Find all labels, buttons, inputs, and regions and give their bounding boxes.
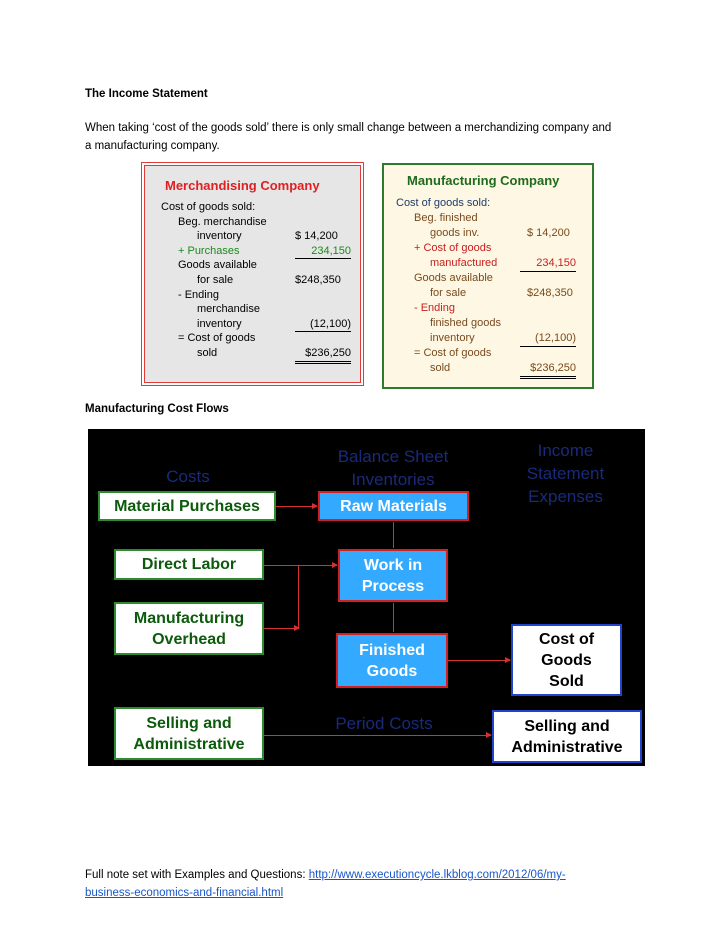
manu-title: Manufacturing Company <box>407 173 560 188</box>
direct-labor-label: Direct Labor <box>141 556 237 573</box>
header-income: Income <box>537 441 594 460</box>
header-balance-sheet: Balance Sheet <box>337 447 449 466</box>
sa-expense-label-1: Selling and <box>524 717 610 735</box>
raw-materials-label: Raw Materials <box>340 497 447 515</box>
section-heading-cost-flows: Manufacturing Cost Flows <box>85 403 229 415</box>
direct-labor-box <box>114 549 264 580</box>
arrow-sa-to-expense <box>264 735 491 736</box>
footer-line2 <box>85 884 283 902</box>
manu-value: 234,150 <box>520 256 576 272</box>
manu-line: - Ending <box>414 302 455 314</box>
arrow-labor-to-wip <box>264 565 337 566</box>
header-inventories: Inventories <box>351 470 435 489</box>
raw-materials-box <box>318 491 469 521</box>
manufacturing-company-panel <box>382 163 594 389</box>
selling-admin-cost-box <box>114 707 264 760</box>
mfg-overhead-label-1: Manufacturing <box>133 609 245 627</box>
merch-value: $236,250 <box>295 346 351 364</box>
merch-line: inventory <box>197 230 242 243</box>
merch-title: Merchandising Company <box>165 178 320 193</box>
sa-expense-label-2: Administrative <box>511 738 623 756</box>
overhead-connector-vertical <box>298 565 299 628</box>
manu-line: goods inv. <box>430 227 480 239</box>
merchandising-company-panel <box>144 165 361 383</box>
merch-value: (12,100) <box>295 317 351 333</box>
merch-value: $ 14,200 <box>295 230 338 243</box>
footer-link-part1[interactable]: http://www.executioncycle.lkblog.com/2012/06/my- <box>308 869 566 881</box>
manu-line: Beg. finished <box>414 212 478 224</box>
manu-line: manufactured <box>430 257 498 269</box>
merch-line: sold <box>197 347 218 359</box>
manu-value: $ 14,200 <box>527 227 570 239</box>
merch-line: Beg. merchandise <box>178 215 267 228</box>
manu-value: $236,250 <box>520 361 576 379</box>
arrow-purchases-to-raw <box>276 506 317 507</box>
footer-link-part2[interactable]: business-economics-and-financial.html <box>85 887 284 899</box>
material-purchases-label: Material Purchases <box>114 497 260 515</box>
cost-flow-diagram <box>88 429 645 766</box>
work-in-process-box <box>338 549 448 602</box>
header-statement: Statement <box>526 464 605 483</box>
header-expenses: Expenses <box>528 487 603 506</box>
merch-line: Cost of goods sold: <box>161 201 256 213</box>
manu-line: finished goods <box>430 317 501 329</box>
manu-line: Cost of goods sold: <box>396 197 491 209</box>
arrow-raw-to-wip <box>393 522 394 548</box>
section-heading-income-statement: The Income Statement <box>85 88 208 100</box>
fg-label-1: Finished <box>359 641 425 659</box>
intro-paragraph-line1: When taking ‘cost of the goods sold’ there is only small change between a merchandizing company and <box>85 122 612 134</box>
header-period-costs: Period Costs <box>335 714 433 733</box>
cogs-label-2: Goods <box>541 651 592 669</box>
intro-paragraph-line2: a manufacturing company. <box>85 140 220 152</box>
manu-line: sold <box>430 362 451 374</box>
merch-value: 234,150 <box>295 244 351 260</box>
manu-line: = Cost of goods <box>414 347 492 359</box>
merch-line: + Purchases <box>178 244 240 257</box>
selling-admin-label-2: Administrative <box>133 735 245 753</box>
mfg-overhead-label-2: Overhead <box>152 630 226 648</box>
arrow-wip-to-fg <box>393 603 394 632</box>
merch-line: Goods available <box>178 259 257 272</box>
manu-value: (12,100) <box>520 331 576 347</box>
wip-label-2: Process <box>361 577 425 595</box>
wip-label-1: Work in <box>363 556 423 574</box>
manu-line: + Cost of goods <box>414 242 492 254</box>
header-costs: Costs <box>166 467 210 486</box>
manu-line: inventory <box>430 332 475 344</box>
merch-line: = Cost of goods <box>178 332 256 345</box>
selling-admin-label-1: Selling and <box>146 714 232 732</box>
arrow-fg-to-cogs <box>448 660 510 661</box>
overhead-connector-horizontal <box>264 628 299 629</box>
cost-of-goods-sold-box <box>511 624 622 696</box>
merch-line: for sale <box>197 274 234 286</box>
merch-value: $248,350 <box>295 274 341 286</box>
cogs-label-1: Cost of <box>538 630 595 648</box>
footer-text: Full note set with Examples and Questions: <box>85 869 306 881</box>
manu-line: for sale <box>430 287 467 299</box>
manu-line: Goods available <box>414 272 493 284</box>
manufacturing-overhead-box <box>114 602 264 655</box>
material-purchases-box <box>98 491 276 521</box>
cogs-label-3: Sold <box>549 672 584 690</box>
finished-goods-box <box>336 633 448 688</box>
selling-admin-expense-box <box>492 710 642 763</box>
merch-line: inventory <box>197 317 242 330</box>
merch-line: - Ending <box>178 288 219 301</box>
merch-line: merchandise <box>197 303 260 316</box>
manu-value: $248,350 <box>527 287 573 299</box>
footer-line1 <box>85 866 566 884</box>
fg-label-2: Goods <box>366 662 418 680</box>
